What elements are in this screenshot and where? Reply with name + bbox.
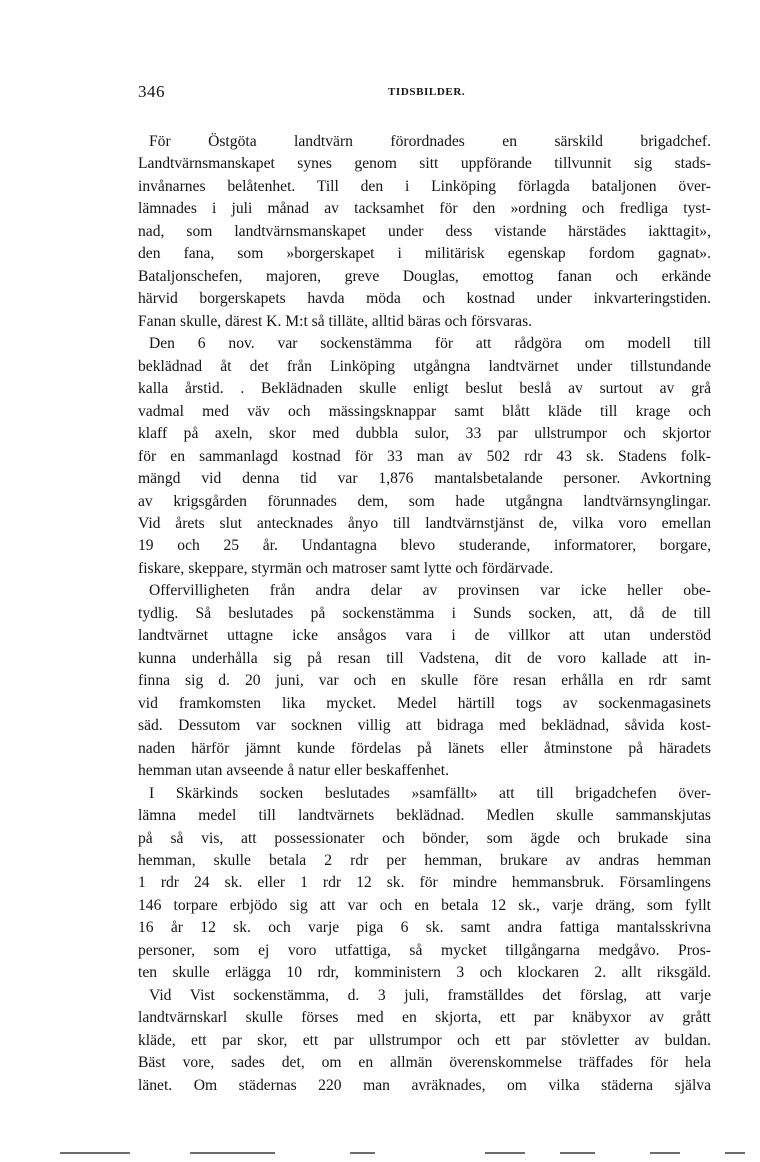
page-header — [138, 82, 711, 102]
text-line: personer, som ej voro utfattiga, så mycket tillgångarna medgåvo. Pros- — [138, 941, 711, 959]
text-line: lämna medel till landtvärnets beklädnad. Medlen skulle sammanskjutas — [138, 807, 711, 825]
body-text — [138, 131, 711, 1097]
page-number: 346 — [138, 82, 165, 101]
text-line: kunna underhålla sig på resan till Vadstena, dit de voro kallade att in- — [138, 649, 711, 667]
scan-edge-marks — [0, 1148, 760, 1158]
text-line: Vid Vist sockenstämma, d. 3 juli, framställdes det förslag, att varje — [149, 986, 711, 1004]
text-line: vadmal med väv och mässingsknappar samt blått kläde till krage och — [138, 402, 711, 420]
text-line: beklädnad åt det från Linköping utgångna landtvärnet under tillstundande — [138, 357, 711, 375]
text-line: 16 år 12 sk. och varje piga 6 sk. samt andra fattiga mantalsskrivna — [138, 919, 711, 937]
text-line: landtvärnet uttagne icke ansågos vara i de villkor att utan understöd — [138, 627, 711, 645]
text-line: kläde, ett par skor, ett par ullstrumpor och ett par stövletter av buldan. — [138, 1031, 711, 1049]
text-line: Landtvärnsmanskapet synes genom sitt uppförande tillvunnit sig stads- — [138, 155, 711, 173]
text-line: ten skulle erlägga 10 rdr, komministern 3 och klockaren 2. allt riksgäld. — [138, 964, 711, 982]
text-line: kalla årstid. . Beklädnaden skulle enligt beslut beslå av surtout av grå — [138, 380, 711, 398]
text-line: invånarnes belåtenhet. Till den i Linköping förlagda bataljonen över- — [138, 177, 711, 195]
text-line: nad, som landtvärnsmanskapet under dess vistande härstädes iakttagit», — [138, 222, 711, 240]
text-line: Offervilligheten från andra delar av provinsen var icke heller obe- — [149, 582, 711, 600]
scan-mark — [485, 1152, 525, 1154]
text-line: tydlig. Så beslutades på sockenstämma i Sunds socken, att, då de till — [138, 604, 711, 622]
scan-mark — [190, 1152, 275, 1154]
text-line: Bäst vore, sades det, om en allmän överenskommelse träffades för hela — [138, 1054, 711, 1072]
text-line: av krigsgården förunnades dem, som hade utgångna landtvärnsynglingar. — [138, 492, 711, 510]
text-line: 19 och 25 år. Undantagna blevo studerande, informatorer, borgare, — [138, 537, 711, 555]
text-line: hemman utan avseende å natur eller beskaffenhet. — [138, 762, 450, 780]
text-line: Vid årets slut antecknades ånyo till landtvärnstjänst de, vilka voro emellan — [138, 514, 711, 532]
text-line: för en sammanlagd kostnad för 33 man av 502 rdr 43 sk. Stadens folk- — [138, 447, 711, 465]
text-line: finna sig d. 20 juni, var och en skulle före resan erhålla en rdr samt — [138, 672, 711, 690]
text-line: Fanan skulle, därest K. M:t så tilläte, alltid bäras och försvaras. — [138, 312, 533, 330]
scan-mark — [350, 1152, 375, 1154]
text-line: landtvärnskarl skulle förses med en skjorta, ett par knäbyxor av grått — [138, 1009, 711, 1027]
text-line: klaff på axeln, skor med dubbla sulor, 33 par ullstrumpor och skjortor — [138, 425, 711, 443]
scan-mark — [60, 1152, 130, 1154]
text-line: på så vis, att possessionater och bönder, som ägde och brukade sina — [138, 829, 711, 847]
scan-mark — [650, 1152, 680, 1154]
text-line: Bataljonschefen, majoren, greve Douglas, emottog fanan och erkände — [138, 267, 711, 285]
scan-mark — [560, 1152, 595, 1154]
text-line: den fana, som »borgerskapet i militärisk egenskap fordom gagnat». — [138, 245, 711, 263]
text-line: lämnades i juli månad av tacksamhet för den »ordning och fredliga tyst- — [138, 200, 711, 218]
text-line: länet. Om städernas 220 man avräknades, om vilka städerna själva — [138, 1076, 711, 1094]
text-line: 1 rdr 24 sk. eller 1 rdr 12 sk. för mindre hemmansbruk. Församlingens — [138, 874, 711, 892]
text-line: 146 torpare erbjödo sig att var och en betala 12 sk., varje dräng, som fyllt — [138, 896, 711, 914]
text-line: härvid borgerskapets havda möda och kostnad under inkvarteringstiden. — [138, 290, 711, 308]
text-line: mängd vid denna tid var 1,876 mantalsbetalande personer. Avkortning — [138, 470, 711, 488]
text-line: hemman, skulle betala 2 rdr per hemman, brukare av andras hemman — [138, 852, 711, 869]
text-line: vid framkomsten lika mycket. Medel härtill togs av sockenmagasinets — [138, 694, 711, 712]
running-head: TIDSBILDER. — [388, 86, 466, 98]
text-line: För Östgöta landtvärn förordnades en särskild brigadchef. — [149, 133, 711, 150]
text-line: I Skärkinds socken beslutades »samfällt» att till brigadchefen över- — [149, 784, 711, 802]
text-line: Den 6 nov. var sockenstämma för att rådgöra om modell till — [149, 335, 711, 353]
text-line: naden härför jämnt kunde fördelas på länets eller åtminstone på häradets — [138, 739, 711, 757]
scan-mark — [725, 1152, 745, 1154]
text-line: säd. Dessutom var socknen villig att bidraga med beklädnad, såvida kost- — [138, 717, 711, 735]
text-line: fiskare, skeppare, styrmän och matroser samt lytte och fördärvade. — [138, 559, 554, 577]
